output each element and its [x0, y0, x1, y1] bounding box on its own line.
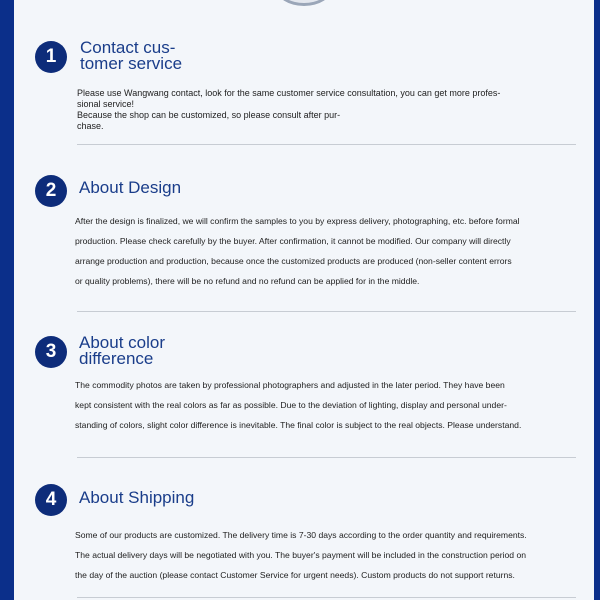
paragraph-line: arrange production and production, because once the customized products are produced (non-seller content errors [75, 256, 512, 266]
paragraph-line: or quality problems), there will be no refund and no refund can be applied for in the middle. [75, 276, 420, 286]
section-paragraph [75, 375, 521, 435]
heading-line: difference [79, 349, 154, 368]
heading-line: Contact cus- [80, 38, 176, 57]
paragraph-line: The commodity photos are taken by professional photographers and adjusted in the later period. They have been [75, 380, 505, 390]
section-heading [79, 488, 194, 508]
heading-line: About Design [79, 178, 182, 197]
paragraph-line: Because the shop can be customized, so please consult after pur- [77, 110, 341, 120]
top-decorative-ring [276, 0, 332, 6]
section-paragraph [75, 525, 527, 585]
paragraph-line: the day of the auction (please contact Customer Service for urgent needs). Custom products do not support returns. [75, 570, 515, 580]
section-divider [77, 457, 576, 458]
paragraph-line: The actual delivery days will be negotiated with you. The buyer's payment will be included in the construction period on [75, 550, 526, 560]
heading-line: About color [79, 333, 165, 352]
paragraph-line: chase. [77, 121, 104, 131]
paragraph-line: After the design is finalized, we will confirm the samples to you by express delivery, photographing, etc. before formal [75, 216, 520, 226]
step-number-badge: 4 [35, 484, 67, 516]
paragraph-line: sional service! [77, 99, 135, 109]
step-number-badge: 3 [35, 336, 67, 368]
heading-line: tomer service [80, 54, 183, 73]
step-number-badge: 2 [35, 175, 67, 207]
paragraph-line: production. Please check carefully by the buyer. After confirmation, it cannot be modified. Our company will directly [75, 236, 511, 246]
left-border [0, 0, 14, 600]
paragraph-line: Some of our products are customized. The delivery time is 7-30 days according to the order quantity and requirements. [75, 530, 527, 540]
section-paragraph [75, 211, 520, 291]
paragraph-line: kept consistent with the real colors as far as possible. Due to the deviation of lighting, display and personal under- [75, 400, 507, 410]
section-heading [80, 40, 182, 72]
section-heading [79, 335, 165, 367]
paragraph-line: standing of colors, slight color difference is inevitable. The final color is subject to the real objects. Please understand. [75, 420, 522, 430]
section-heading [79, 178, 181, 198]
section-divider [77, 311, 576, 312]
right-border [594, 0, 600, 600]
heading-line: About Shipping [79, 488, 195, 507]
paragraph-line: Please use Wangwang contact, look for the same customer service consultation, you can get more profes- [77, 88, 501, 98]
step-number-badge: 1 [35, 41, 67, 73]
section-divider [77, 144, 576, 145]
section-divider [77, 597, 576, 598]
section-paragraph [77, 88, 500, 132]
